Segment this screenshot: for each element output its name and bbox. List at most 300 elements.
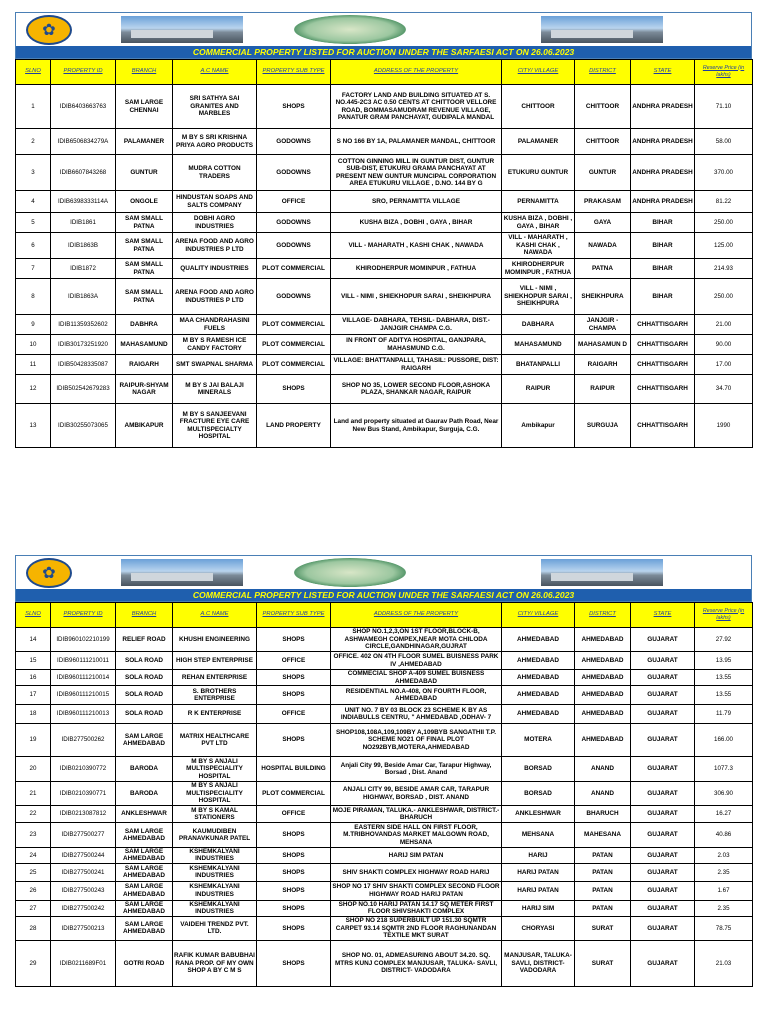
cell-reserve-price: 21.00 xyxy=(695,315,753,335)
table-row xyxy=(16,652,753,670)
cell-city: AHMEDABAD xyxy=(502,670,575,686)
cell-property-id: IDIB50428335087 xyxy=(51,355,116,375)
cell-district: ANAND xyxy=(575,782,631,806)
cell-city: Ambikapur xyxy=(502,404,575,448)
table-row xyxy=(16,233,753,259)
cell-city: ANKLESHWAR xyxy=(502,806,575,823)
cell-state: GUJARAT xyxy=(631,823,695,848)
cell-city: PERNAMITTA xyxy=(502,191,575,213)
auction-table xyxy=(15,602,753,987)
cell-branch: RAIPUR-SHYAM NAGAR xyxy=(116,375,173,404)
cell-slno: 26 xyxy=(16,881,51,900)
cell-city: BORSAD xyxy=(502,782,575,806)
cell-sub-type: SHOPS xyxy=(257,940,331,986)
cell-slno: 12 xyxy=(16,375,51,404)
cell-state: ANDHRA PRADESH xyxy=(631,85,695,129)
cell-district: RAIPUR xyxy=(575,375,631,404)
cell-district: GUNTUR xyxy=(575,155,631,191)
cell-slno: 7 xyxy=(16,259,51,279)
cell-city: MOTERA xyxy=(502,724,575,757)
table-row xyxy=(16,823,753,848)
cell-city: HARIJ SIM xyxy=(502,900,575,916)
cell-district: AHMEDABAD xyxy=(575,652,631,670)
cell-slno: 29 xyxy=(16,940,51,986)
cell-property-id: IDIB1863A xyxy=(51,279,116,315)
cell-slno: 15 xyxy=(16,652,51,670)
cell-district: AHMEDABAD xyxy=(575,705,631,724)
cell-sub-type: PLOT COMMERCIAL xyxy=(257,355,331,375)
cell-slno: 19 xyxy=(16,724,51,757)
cell-ac-name: M BY S SANJEEVANI FRACTURE EYE CARE MULTISPECIALTY HOSPITAL xyxy=(173,404,257,448)
cell-district: GAYA xyxy=(575,213,631,233)
cell-address: SHOP NO 17 SHIV SHAKTI COMPLEX SECOND FLOOR HIGHWAY ROAD HARIJ PATAN xyxy=(331,881,502,900)
cell-branch: SAM LARGE CHENNAI xyxy=(116,85,173,129)
cell-state: BIHAR xyxy=(631,259,695,279)
cell-state: CHHATTISGARH xyxy=(631,375,695,404)
cell-property-id: IDIB960111210011 xyxy=(51,652,116,670)
cell-state: GUJARAT xyxy=(631,652,695,670)
cell-ac-name: KSHEMKALYANI INDUSTRIES xyxy=(173,863,257,881)
cell-sub-type: GODOWNS xyxy=(257,129,331,155)
cell-reserve-price: 1990 xyxy=(695,404,753,448)
cell-district: SHEIKHPURA xyxy=(575,279,631,315)
cell-address: EASTERN SIDE HALL ON FIRST FLOOR, M.TRIBHOVANDAS MARKET MALGOWN ROAD, MEHSANA xyxy=(331,823,502,848)
cell-address: VILL - MAHARATH , KASHI CHAK , NAWADA xyxy=(331,233,502,259)
cell-property-id: IDIB0213087812 xyxy=(51,806,116,823)
cell-state: GUJARAT xyxy=(631,757,695,782)
table-row xyxy=(16,900,753,916)
cell-reserve-price: 58.00 xyxy=(695,129,753,155)
cell-ac-name: SRI SATHYA SAI GRANITES AND MARBLES xyxy=(173,85,257,129)
cell-sub-type: OFFICE xyxy=(257,705,331,724)
cell-district: MAHESANA xyxy=(575,823,631,848)
cell-address: FACTORY LAND AND BUILDING SITUATED AT S. NO.445-2C3 AC 0.50 CENTS AT CHITTOOR VELLORE ROAD, BOMMASAMUDRAM REVENUE VILLAGE, PANATUR GRAM PANCHAYAT, GUDIPALA MANDAL xyxy=(331,85,502,129)
cell-district: PATAN xyxy=(575,848,631,864)
building-image xyxy=(541,16,663,43)
cell-slno: 2 xyxy=(16,129,51,155)
cell-reserve-price: 16.27 xyxy=(695,806,753,823)
cell-address: IN FRONT OF ADITYA HOSPITAL, GANJPARA, MAHASMUND C.G. xyxy=(331,335,502,355)
cell-property-id: IDIB960111210014 xyxy=(51,670,116,686)
cell-branch: GOTRI ROAD xyxy=(116,940,173,986)
cell-state: ANDHRA PRADESH xyxy=(631,191,695,213)
cell-branch: SOLA ROAD xyxy=(116,686,173,705)
cell-ac-name: KAUMUDIBEN PRANAVKUNAR PATEL xyxy=(173,823,257,848)
cell-reserve-price: 71.10 xyxy=(695,85,753,129)
cell-ac-name: MUDRA COTTON TRADERS xyxy=(173,155,257,191)
header-sub-type: PROPERTY SUB TYPE xyxy=(257,60,331,85)
cell-district: SURGUJA xyxy=(575,404,631,448)
header-state: STATE xyxy=(631,60,695,85)
table-header xyxy=(16,60,753,85)
cell-state: GUJARAT xyxy=(631,916,695,940)
cell-branch: ANKLESHWAR xyxy=(116,806,173,823)
cell-property-id: IDIB1861 xyxy=(51,213,116,233)
cell-city: BHATANPALLI xyxy=(502,355,575,375)
cell-sub-type: SHOPS xyxy=(257,900,331,916)
cell-reserve-price: 40.86 xyxy=(695,823,753,848)
cell-slno: 11 xyxy=(16,355,51,375)
cell-branch: BARODA xyxy=(116,757,173,782)
cell-city: HARIJ PATAN xyxy=(502,863,575,881)
cell-slno: 24 xyxy=(16,848,51,864)
cell-reserve-price: 2.03 xyxy=(695,848,753,864)
cell-district: MAHASAMUN D xyxy=(575,335,631,355)
cell-reserve-price: 214.93 xyxy=(695,259,753,279)
header-reserve-price: Reserve Price (in lakhs) xyxy=(695,60,753,85)
header-slno: SLNO xyxy=(16,603,51,628)
cell-district: AHMEDABAD xyxy=(575,686,631,705)
table-row xyxy=(16,705,753,724)
cell-branch: GUNTUR xyxy=(116,155,173,191)
cell-reserve-price: 13.95 xyxy=(695,652,753,670)
cell-address: SHOP NO.1,2,3,ON 1ST FLOOR,BLOCK-B, ASHWAMEGH COMPEX,NEAR MOTA CHILODA CIRCLE,GANDHINAGAR,GUJRAT xyxy=(331,628,502,652)
cell-property-id: IDIB960111210015 xyxy=(51,686,116,705)
cell-district: CHITTOOR xyxy=(575,85,631,129)
cell-state: BIHAR xyxy=(631,279,695,315)
cell-state: CHHATTISGARH xyxy=(631,355,695,375)
cell-address: SHOP NO 35, LOWER SECOND FLOOR,ASHOKA PLAZA, SHANKAR NAGAR, RAIPUR xyxy=(331,375,502,404)
cell-property-id: IDIB6403663763 xyxy=(51,85,116,129)
cell-state: BIHAR xyxy=(631,233,695,259)
cell-ac-name: KSHEMKALYANI INDUSTRIES xyxy=(173,881,257,900)
cell-branch: AMBIKAPUR xyxy=(116,404,173,448)
cell-reserve-price: 78.75 xyxy=(695,916,753,940)
cell-ac-name: REHAN ENTERPRISE xyxy=(173,670,257,686)
cell-city: BORSAD xyxy=(502,757,575,782)
cell-reserve-price: 13.55 xyxy=(695,686,753,705)
cell-sub-type: SHOPS xyxy=(257,628,331,652)
cell-ac-name: S. BROTHERS ENTERPRISE xyxy=(173,686,257,705)
cell-ac-name: KSHEMKALYANI INDUSTRIES xyxy=(173,900,257,916)
cell-property-id: IDIB0210390771 xyxy=(51,782,116,806)
table-row xyxy=(16,757,753,782)
cell-property-id: IDIB1872 xyxy=(51,259,116,279)
bank-logo-icon: ✿ xyxy=(26,558,72,588)
header-ac-name: A.C NAME xyxy=(173,603,257,628)
cell-ac-name: M BY S ANJALI MULTISPECIALITY HOSPITAL xyxy=(173,782,257,806)
cell-city: MANJUSAR, TALUKA- SAVLI, DISTRICT- VADODARA xyxy=(502,940,575,986)
cell-branch: SAM SMALL PATNA xyxy=(116,279,173,315)
cell-city: HARIJ PATAN xyxy=(502,881,575,900)
cell-address: SHIV SHAKTI COMPLEX HIGHWAY ROAD HARIJ xyxy=(331,863,502,881)
cell-district: PATAN xyxy=(575,900,631,916)
header-ac-name: A.C NAME xyxy=(173,60,257,85)
table-row xyxy=(16,129,753,155)
header-address: ADDRESS OF THE PROPERTY xyxy=(331,60,502,85)
cell-branch: DABHRA xyxy=(116,315,173,335)
cell-address: ANJALI CITY 99, BESIDE AMAR CAR, TARAPUR HIGHWAY, BORSAD , DIST. ANAND xyxy=(331,782,502,806)
cell-sub-type: GODOWNS xyxy=(257,213,331,233)
cell-address: VILLAGE: BHATTANPALLI, TAHASIL: PUSSORE, DIST: RAIGARH xyxy=(331,355,502,375)
sheet-title: COMMERCIAL PROPERTY LISTED FOR AUCTION UNDER THE SARFAESI ACT ON 26.06.2023 xyxy=(15,46,752,59)
cell-state: GUJARAT xyxy=(631,686,695,705)
cell-district: SURAT xyxy=(575,940,631,986)
cell-district: AHMEDABAD xyxy=(575,628,631,652)
cell-address: SRO, PERNAMITTA VILLAGE xyxy=(331,191,502,213)
cell-branch: SAM LARGE AHMEDABAD xyxy=(116,900,173,916)
cell-reserve-price: 2.35 xyxy=(695,863,753,881)
cell-sub-type: SHOPS xyxy=(257,916,331,940)
cell-address: MOJE PIRAMAN, TALUKA.- ANKLESHWAR, DISTRICT.- BHARUCH xyxy=(331,806,502,823)
cell-reserve-price: 21.03 xyxy=(695,940,753,986)
cell-city: KUSHA BIZA , DOBHI , GAYA , BIHAR xyxy=(502,213,575,233)
cell-district: AHMEDABAD xyxy=(575,670,631,686)
cell-state: GUJARAT xyxy=(631,724,695,757)
table-body xyxy=(16,85,753,448)
cell-slno: 16 xyxy=(16,670,51,686)
cell-slno: 5 xyxy=(16,213,51,233)
cell-sub-type: SHOPS xyxy=(257,686,331,705)
sheet-2 xyxy=(15,555,752,987)
cell-reserve-price: 306.90 xyxy=(695,782,753,806)
cell-sub-type: SHOPS xyxy=(257,724,331,757)
cell-ac-name: M BY S JAI BALAJI MINERALS xyxy=(173,375,257,404)
cell-reserve-price: 27.92 xyxy=(695,628,753,652)
cell-property-id: IDIB6398333114A xyxy=(51,191,116,213)
cell-slno: 25 xyxy=(16,863,51,881)
table-row xyxy=(16,213,753,233)
cell-city: CHITTOOR xyxy=(502,85,575,129)
cell-ac-name: MATRIX HEALTHCARE PVT LTD xyxy=(173,724,257,757)
header-branch: BRANCH xyxy=(116,60,173,85)
table-row xyxy=(16,881,753,900)
cell-district: JANJGIR - CHAMPA xyxy=(575,315,631,335)
cell-slno: 20 xyxy=(16,757,51,782)
cell-city: RAIPUR xyxy=(502,375,575,404)
header-city: CITY/ VILLAGE xyxy=(502,603,575,628)
cell-sub-type: SHOPS xyxy=(257,823,331,848)
cell-ac-name: KHUSHI ENGINEERING xyxy=(173,628,257,652)
cell-city: VILL - NIMI , SHIEKHOPUR SARAI , SHEIKHPURA xyxy=(502,279,575,315)
cell-slno: 13 xyxy=(16,404,51,448)
header-reserve-price: Reserve Price (in lakhs) xyxy=(695,603,753,628)
cell-property-id: IDIB277500262 xyxy=(51,724,116,757)
cell-reserve-price: 81.22 xyxy=(695,191,753,213)
cell-address: KUSHA BIZA , DOBHI , GAYA , BIHAR xyxy=(331,213,502,233)
cell-city: VILL - MAHARATH , KASHI CHAK , NAWADA xyxy=(502,233,575,259)
cell-slno: 27 xyxy=(16,900,51,916)
table-row xyxy=(16,155,753,191)
cell-address: SHOP NO.10 HARIJ PATAN 14.17 SQ METER FIRST FLOOR SHIVSHAKTI COMPLEX xyxy=(331,900,502,916)
table-body xyxy=(16,628,753,987)
auction-table xyxy=(15,59,753,448)
cell-address: UNIT NO. 7 BY 03 BLOCK 23 SCHEME K BY AS INDIABULLS CENTRU, " AHMEDABAD ,ODHAV- 7 xyxy=(331,705,502,724)
cell-address: RESIDENTIAL NO.A-408, ON FOURTH FLOOR, AHMEDABAD xyxy=(331,686,502,705)
cell-address: SHOP NO 218 SUPERBUILT UP 151.30 SQMTR CARPET 93.14 SQMTR 2ND FLOOR RAGHUNANDAN TEXTILE MKT SURAT xyxy=(331,916,502,940)
cell-sub-type: PLOT COMMERCIAL xyxy=(257,335,331,355)
cell-branch: SAM SMALL PATNA xyxy=(116,259,173,279)
table-row xyxy=(16,724,753,757)
cell-property-id: IDIB11359352602 xyxy=(51,315,116,335)
cell-state: CHHATTISGARH xyxy=(631,335,695,355)
header-property-id: PROPERTY ID xyxy=(51,60,116,85)
cell-slno: 17 xyxy=(16,686,51,705)
cell-sub-type: SHOPS xyxy=(257,85,331,129)
cell-address: COMMECIAL SHOP A-409 SUMEL BUISNESS AHMEDABAD xyxy=(331,670,502,686)
banner xyxy=(15,12,752,46)
cell-branch: PALAMANER xyxy=(116,129,173,155)
header-city: CITY/ VILLAGE xyxy=(502,60,575,85)
cell-slno: 22 xyxy=(16,806,51,823)
table-row xyxy=(16,806,753,823)
header-slno: SLNO xyxy=(16,60,51,85)
cell-state: CHHATTISGARH xyxy=(631,404,695,448)
cell-state: BIHAR xyxy=(631,213,695,233)
cell-slno: 21 xyxy=(16,782,51,806)
cell-district: PATAN xyxy=(575,863,631,881)
cell-state: GUJARAT xyxy=(631,848,695,864)
cell-ac-name: DOBHI AGRO INDUSTRIES xyxy=(173,213,257,233)
cell-sub-type: OFFICE xyxy=(257,191,331,213)
cell-district: ANAND xyxy=(575,757,631,782)
cell-reserve-price: 17.00 xyxy=(695,355,753,375)
cell-sub-type: SHOPS xyxy=(257,848,331,864)
cell-property-id: IDIB1863B xyxy=(51,233,116,259)
cell-reserve-price: 11.79 xyxy=(695,705,753,724)
table-row xyxy=(16,355,753,375)
cell-reserve-price: 1077.3 xyxy=(695,757,753,782)
cell-branch: SAM LARGE AHMEDABAD xyxy=(116,916,173,940)
cell-city: AHMEDABAD xyxy=(502,628,575,652)
table-row xyxy=(16,686,753,705)
cell-ac-name: SMT SWAPNAL SHARMA xyxy=(173,355,257,375)
cell-ac-name: M BY S RAMESH ICE CANDY FACTORY xyxy=(173,335,257,355)
cell-reserve-price: 34.70 xyxy=(695,375,753,404)
cell-property-id: IDIB960111210013 xyxy=(51,705,116,724)
table-row xyxy=(16,375,753,404)
cell-slno: 8 xyxy=(16,279,51,315)
cell-ac-name: VAIDEHI TRENDZ PVT. LTD. xyxy=(173,916,257,940)
table-row xyxy=(16,670,753,686)
cell-sub-type: SHOPS xyxy=(257,670,331,686)
table-row xyxy=(16,848,753,864)
cell-city: AHMEDABAD xyxy=(502,652,575,670)
cell-branch: SAM SMALL PATNA xyxy=(116,213,173,233)
cell-district: PRAKASAM xyxy=(575,191,631,213)
cell-address: VILL - NIMI , SHIEKHOPUR SARAI , SHEIKHPURA xyxy=(331,279,502,315)
table-row xyxy=(16,404,753,448)
cell-property-id: IDIB960102210199 xyxy=(51,628,116,652)
cell-city: PALAMANER xyxy=(502,129,575,155)
cell-reserve-price: 90.00 xyxy=(695,335,753,355)
cell-ac-name: HIGH STEP ENTERPRISE xyxy=(173,652,257,670)
cell-state: ANDHRA PRADESH xyxy=(631,155,695,191)
cell-state: GUJARAT xyxy=(631,705,695,724)
cell-district: AHMEDABAD xyxy=(575,724,631,757)
cell-city: ETUKURU GUNTUR xyxy=(502,155,575,191)
cell-city: AHMEDABAD xyxy=(502,686,575,705)
cell-district: SURAT xyxy=(575,916,631,940)
cell-branch: SAM SMALL PATNA xyxy=(116,233,173,259)
cell-reserve-price: 2.35 xyxy=(695,900,753,916)
cell-slno: 3 xyxy=(16,155,51,191)
cell-address: SHOP108,108A,109,109BY A,109BYB SANGATHII T.P. SCHEME NO21 OF FINAL PLOT NO292BYB,MOTERA,AHMEDABAD xyxy=(331,724,502,757)
cell-city: DABHARA xyxy=(502,315,575,335)
cell-reserve-price: 166.00 xyxy=(695,724,753,757)
cell-property-id: IDIB0211689F01 xyxy=(51,940,116,986)
cell-branch: SAM LARGE AHMEDABAD xyxy=(116,724,173,757)
cell-address: SHOP NO. 01, ADMEASURING ABOUT 34.20. SQ. MTRS KUNJ COMPLEX MANJUSAR, TALUKA- SAVLI, DISTRICT- VADODARA xyxy=(331,940,502,986)
cell-slno: 18 xyxy=(16,705,51,724)
cell-branch: MAHASAMUND xyxy=(116,335,173,355)
cell-property-id: IDIB277500241 xyxy=(51,863,116,881)
cell-branch: SOLA ROAD xyxy=(116,705,173,724)
cell-district: RAIGARH xyxy=(575,355,631,375)
table-row xyxy=(16,315,753,335)
cell-slno: 10 xyxy=(16,335,51,355)
cell-property-id: IDIB277500244 xyxy=(51,848,116,864)
header-row xyxy=(16,60,753,85)
cell-reserve-price: 13.55 xyxy=(695,670,753,686)
cell-city: MAHASAMUND xyxy=(502,335,575,355)
cell-branch: SOLA ROAD xyxy=(116,652,173,670)
cell-address: HARIJ SIM PATAN xyxy=(331,848,502,864)
table-row xyxy=(16,916,753,940)
cell-property-id: IDIB6607843268 xyxy=(51,155,116,191)
table-header xyxy=(16,603,753,628)
cell-slno: 1 xyxy=(16,85,51,129)
cell-address: COTTON GINNING MILL IN GUNTUR DIST, GUNTUR SUB-DIST, ETUKURU GRAMA PANCHAYAT AT PRESENT NEW GUNTUR MUNCIPAL CORPORATION AREA ETUKURU VILLAGE , D.NO. 144 BY G xyxy=(331,155,502,191)
building-image xyxy=(541,559,663,586)
cell-property-id: IDIB0210390772 xyxy=(51,757,116,782)
cell-state: GUJARAT xyxy=(631,670,695,686)
cell-branch: RELIEF ROAD xyxy=(116,628,173,652)
map-image xyxy=(294,558,406,587)
building-image xyxy=(121,559,243,586)
cell-sub-type: GODOWNS xyxy=(257,279,331,315)
cell-state: GUJARAT xyxy=(631,806,695,823)
cell-address: KHIRODHERPUR MOMINPUR , FATHUA xyxy=(331,259,502,279)
table-row xyxy=(16,940,753,986)
cell-district: BHARUCH xyxy=(575,806,631,823)
cell-district: PATAN xyxy=(575,881,631,900)
cell-address: OFFICE. 402 ON 4TH FLOOR SUMEL BUISNESS PARK IV ,AHMEDABAD xyxy=(331,652,502,670)
header-district: DISTRICT xyxy=(575,60,631,85)
cell-address: VILLAGE- DABHARA, TEHSIL- DABHARA, DIST.- JANJGIR CHAMPA C.G. xyxy=(331,315,502,335)
cell-city: MEHSANA xyxy=(502,823,575,848)
header-address: ADDRESS OF THE PROPERTY xyxy=(331,603,502,628)
cell-reserve-price: 370.00 xyxy=(695,155,753,191)
cell-ac-name: RAFIK KUMAR BABUBHAI RANA PROP. OF MY OWN SHOP A BY C M S xyxy=(173,940,257,986)
cell-state: CHHATTISGARH xyxy=(631,315,695,335)
cell-slno: 14 xyxy=(16,628,51,652)
cell-city: KHIRODHERPUR MOMINPUR , FATHUA xyxy=(502,259,575,279)
header-state: STATE xyxy=(631,603,695,628)
cell-state: GUJARAT xyxy=(631,863,695,881)
cell-branch: SAM LARGE AHMEDABAD xyxy=(116,863,173,881)
table-row xyxy=(16,335,753,355)
building-image xyxy=(121,16,243,43)
cell-reserve-price: 250.00 xyxy=(695,213,753,233)
table-row xyxy=(16,628,753,652)
cell-sub-type: GODOWNS xyxy=(257,233,331,259)
cell-property-id: IDIB502542679283 xyxy=(51,375,116,404)
cell-sub-type: PLOT COMMERCIAL xyxy=(257,782,331,806)
banner xyxy=(15,555,752,589)
table-row xyxy=(16,279,753,315)
cell-property-id: IDIB277500242 xyxy=(51,900,116,916)
cell-property-id: IDIB30173251920 xyxy=(51,335,116,355)
cell-sub-type: LAND PROPERTY xyxy=(257,404,331,448)
map-image xyxy=(294,15,406,44)
cell-branch: SAM LARGE AHMEDABAD xyxy=(116,848,173,864)
cell-ac-name: MAA CHANDRAHASINI FUELS xyxy=(173,315,257,335)
cell-property-id: IDIB277500277 xyxy=(51,823,116,848)
cell-property-id: IDIB277500243 xyxy=(51,881,116,900)
header-branch: BRANCH xyxy=(116,603,173,628)
cell-state: GUJARAT xyxy=(631,940,695,986)
